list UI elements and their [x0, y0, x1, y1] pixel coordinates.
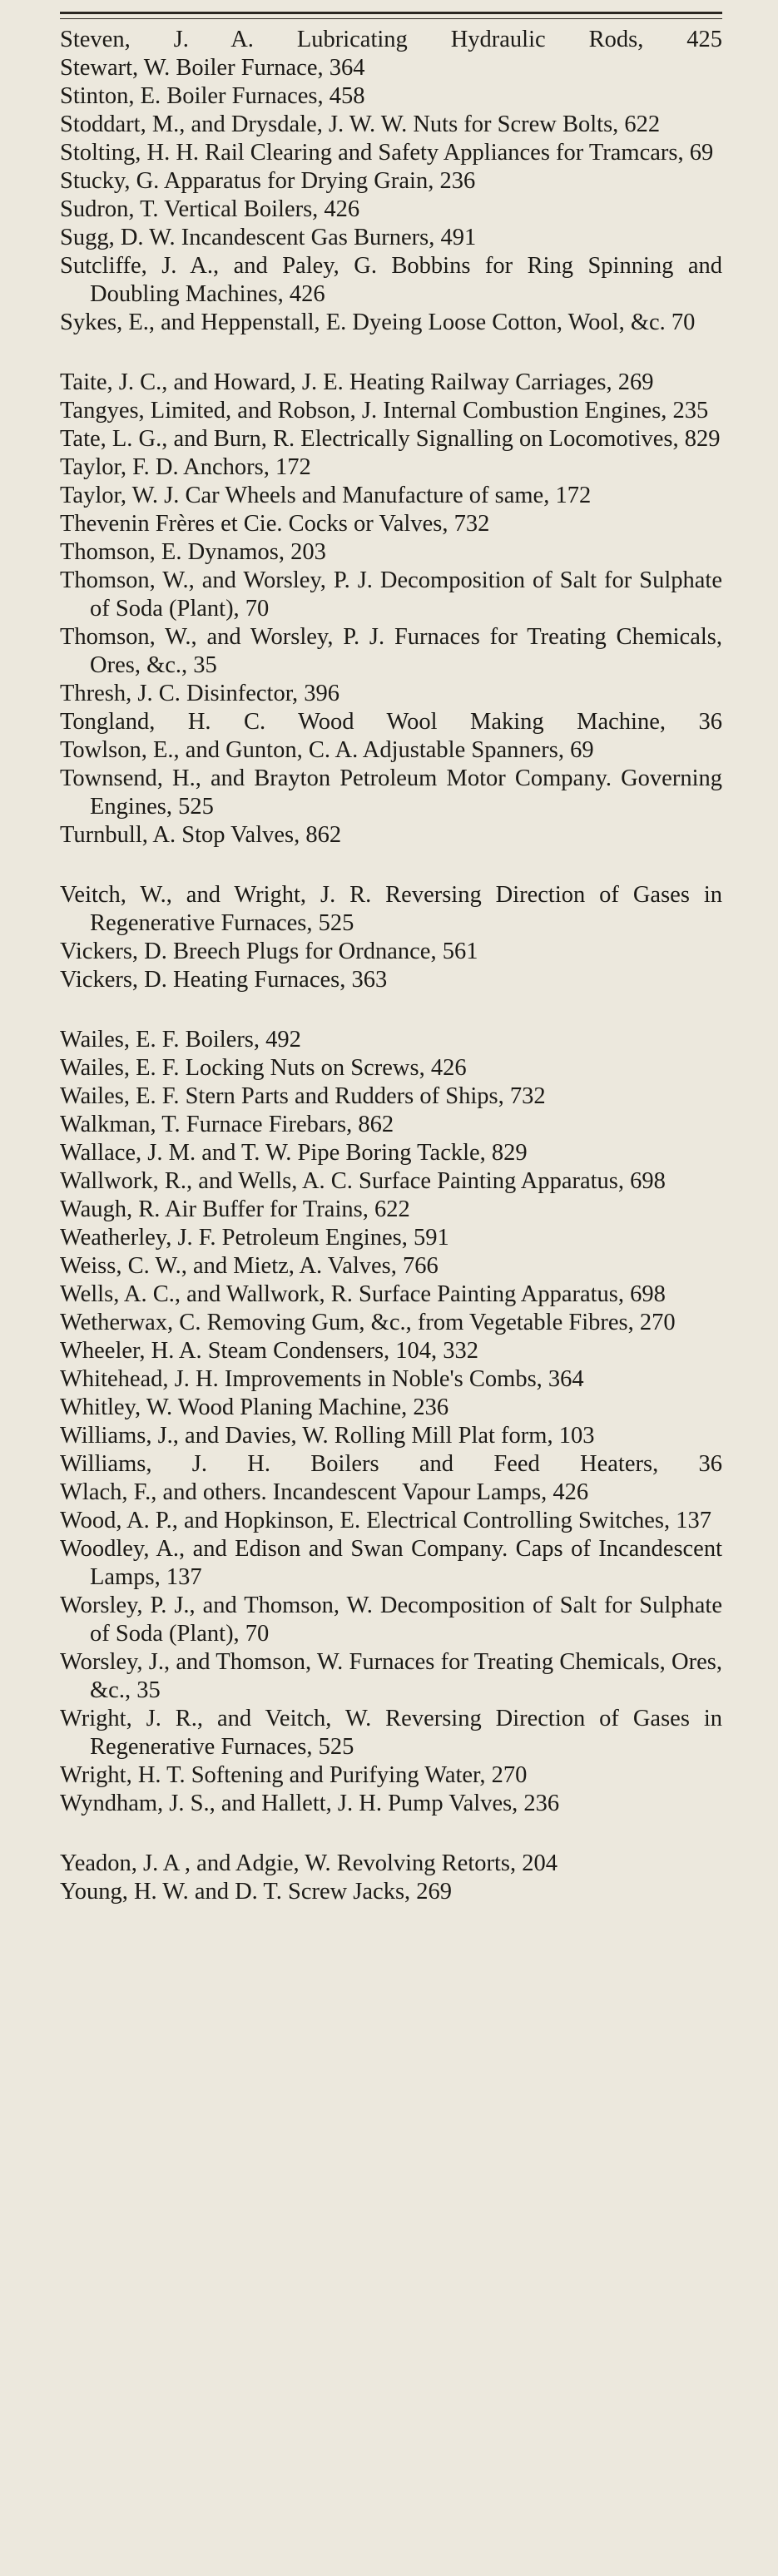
index-entry: Thomson, W., and Worsley, P. J. Decomposition of Salt for Sulphate of Soda (Plant), 70	[60, 567, 722, 622]
index-group	[60, 1850, 722, 1906]
index-entry: Townsend, H., and Brayton Petroleum Motor Company. Governing Engines, 525	[60, 765, 722, 820]
index-entry: Woodley, A., and Edison and Swan Company. Caps of Incandescent Lamps, 137	[60, 1536, 722, 1590]
index-entry: Wailes, E. F. Stern Parts and Rudders of Ships, 732	[60, 1083, 546, 1109]
index-entry: Thomson, W., and Worsley, P. J. Furnaces for Treating Chemicals, Ores, &c., 35	[60, 624, 722, 678]
index-entry: Stewart, W. Boiler Furnace, 364	[60, 55, 365, 81]
index-entry: Thomson, E. Dynamos, 203	[60, 539, 326, 565]
index-entry: Sykes, E., and Heppenstall, E. Dyeing Loose Cotton, Wool, &c. 70	[60, 310, 696, 335]
index-entry: Turnbull, A. Stop Valves, 862	[60, 822, 342, 848]
index-entry: Williams, J., and Davies, W. Rolling Mill Plat form, 103	[60, 1423, 595, 1449]
index-entry: Tate, L. G., and Burn, R. Electrically Signalling on Locomotives, 829	[60, 426, 721, 452]
index-entry: Wetherwax, C. Removing Gum, &c., from Vegetable Fibres, 270	[60, 1310, 676, 1335]
index-entry: Wells, A. C., and Wallwork, R. Surface Painting Apparatus, 698	[60, 1281, 666, 1307]
index-entry: Taylor, F. D. Anchors, 172	[60, 454, 311, 480]
top-double-rule	[60, 12, 722, 14]
index-entry: Stucky, G. Apparatus for Drying Grain, 236	[60, 168, 476, 194]
index-entry: Taite, J. C., and Howard, J. E. Heating Railway Carriages, 269	[60, 369, 654, 395]
index-entry: Stolting, H. H. Rail Clearing and Safety Appliances for Tramcars, 69	[60, 140, 714, 166]
index-entry: Walkman, T. Furnace Firebars, 862	[60, 1112, 394, 1137]
index-entry: Whitley, W. Wood Planing Machine, 236	[60, 1395, 449, 1420]
index-entry: Wallace, J. M. and T. W. Pipe Boring Tackle, 829	[60, 1140, 528, 1166]
index-entry: Tangyes, Limited, and Robson, J. Internal Combustion Engines, 235	[60, 398, 709, 424]
index-entry: Weatherley, J. F. Petroleum Engines, 591	[60, 1225, 449, 1251]
index-entry: Sutcliffe, J. A., and Paley, G. Bobbins for Ring Spinning and Doubling Machines, 426	[60, 253, 722, 307]
index-page	[60, 0, 722, 1906]
index-group	[60, 881, 722, 994]
index-entry: Vickers, D. Heating Furnaces, 363	[60, 967, 388, 993]
index-entry: Whitehead, J. H. Improvements in Noble's Combs, 364	[60, 1366, 584, 1392]
index-entry: Yeadon, J. A , and Adgie, W. Revolving Retorts, 204	[60, 1850, 557, 1876]
index-entry: Wright, H. T. Softening and Purifying Water, 270	[60, 1762, 528, 1788]
index-group	[60, 369, 722, 850]
index-entry: Steven, J. A. Lubricating Hydraulic Rods, 425	[60, 27, 722, 52]
index-entry: Towlson, E., and Gunton, C. A. Adjustable Spanners, 69	[60, 737, 594, 763]
index-entry: Wlach, F., and others. Incandescent Vapour Lamps, 426	[60, 1479, 589, 1505]
index-group	[60, 1026, 722, 1818]
top-thin-rule	[60, 18, 722, 19]
index-entry: Sugg, D. W. Incandescent Gas Burners, 491	[60, 225, 477, 250]
index-entry: Weiss, C. W., and Mietz, A. Valves, 766	[60, 1253, 439, 1279]
index-entry: Tongland, H. C. Wood Wool Making Machine, 36	[60, 709, 722, 735]
index-entry: Wallwork, R., and Wells, A. C. Surface Painting Apparatus, 698	[60, 1168, 666, 1194]
index-entry: Wright, J. R., and Veitch, W. Reversing Direction of Gases in Regenerative Furnaces, 525	[60, 1706, 722, 1760]
index-entry: Veitch, W., and Wright, J. R. Reversing Direction of Gases in Regenerative Furnaces, 525	[60, 882, 722, 936]
index-entry: Thresh, J. C. Disinfector, 396	[60, 681, 340, 706]
index-entry: Wheeler, H. A. Steam Condensers, 104, 332	[60, 1338, 479, 1364]
index-group	[60, 26, 722, 337]
index-entry: Wyndham, J. S., and Hallett, J. H. Pump Valves, 236	[60, 1791, 560, 1816]
index-entry: Waugh, R. Air Buffer for Trains, 622	[60, 1196, 410, 1222]
index-entry: Young, H. W. and D. T. Screw Jacks, 269	[60, 1879, 453, 1905]
index-entry: Wailes, E. F. Locking Nuts on Screws, 426	[60, 1055, 467, 1081]
index-entry: Vickers, D. Breech Plugs for Ordnance, 561	[60, 939, 478, 964]
index-entry: Sudron, T. Vertical Boilers, 426	[60, 196, 360, 222]
index-entry: Williams, J. H. Boilers and Feed Heaters, 36	[60, 1451, 722, 1477]
index-entry: Thevenin Frères et Cie. Cocks or Valves, 732	[60, 511, 490, 537]
index-entry: Stinton, E. Boiler Furnaces, 458	[60, 83, 365, 109]
index-entry: Worsley, J., and Thomson, W. Furnaces for Treating Chemicals, Ores, &c., 35	[60, 1649, 722, 1703]
index-entry: Taylor, W. J. Car Wheels and Manufacture of same, 172	[60, 483, 592, 508]
index-entry: Worsley, P. J., and Thomson, W. Decomposition of Salt for Sulphate of Soda (Plant), 70	[60, 1593, 722, 1647]
index-entry: Wood, A. P., and Hopkinson, E. Electrical Controlling Switches, 137	[60, 1508, 711, 1533]
index-entry: Stoddart, M., and Drysdale, J. W. W. Nuts for Screw Bolts, 622	[60, 111, 661, 137]
index-body	[60, 26, 722, 1906]
index-entry: Wailes, E. F. Boilers, 492	[60, 1027, 301, 1053]
